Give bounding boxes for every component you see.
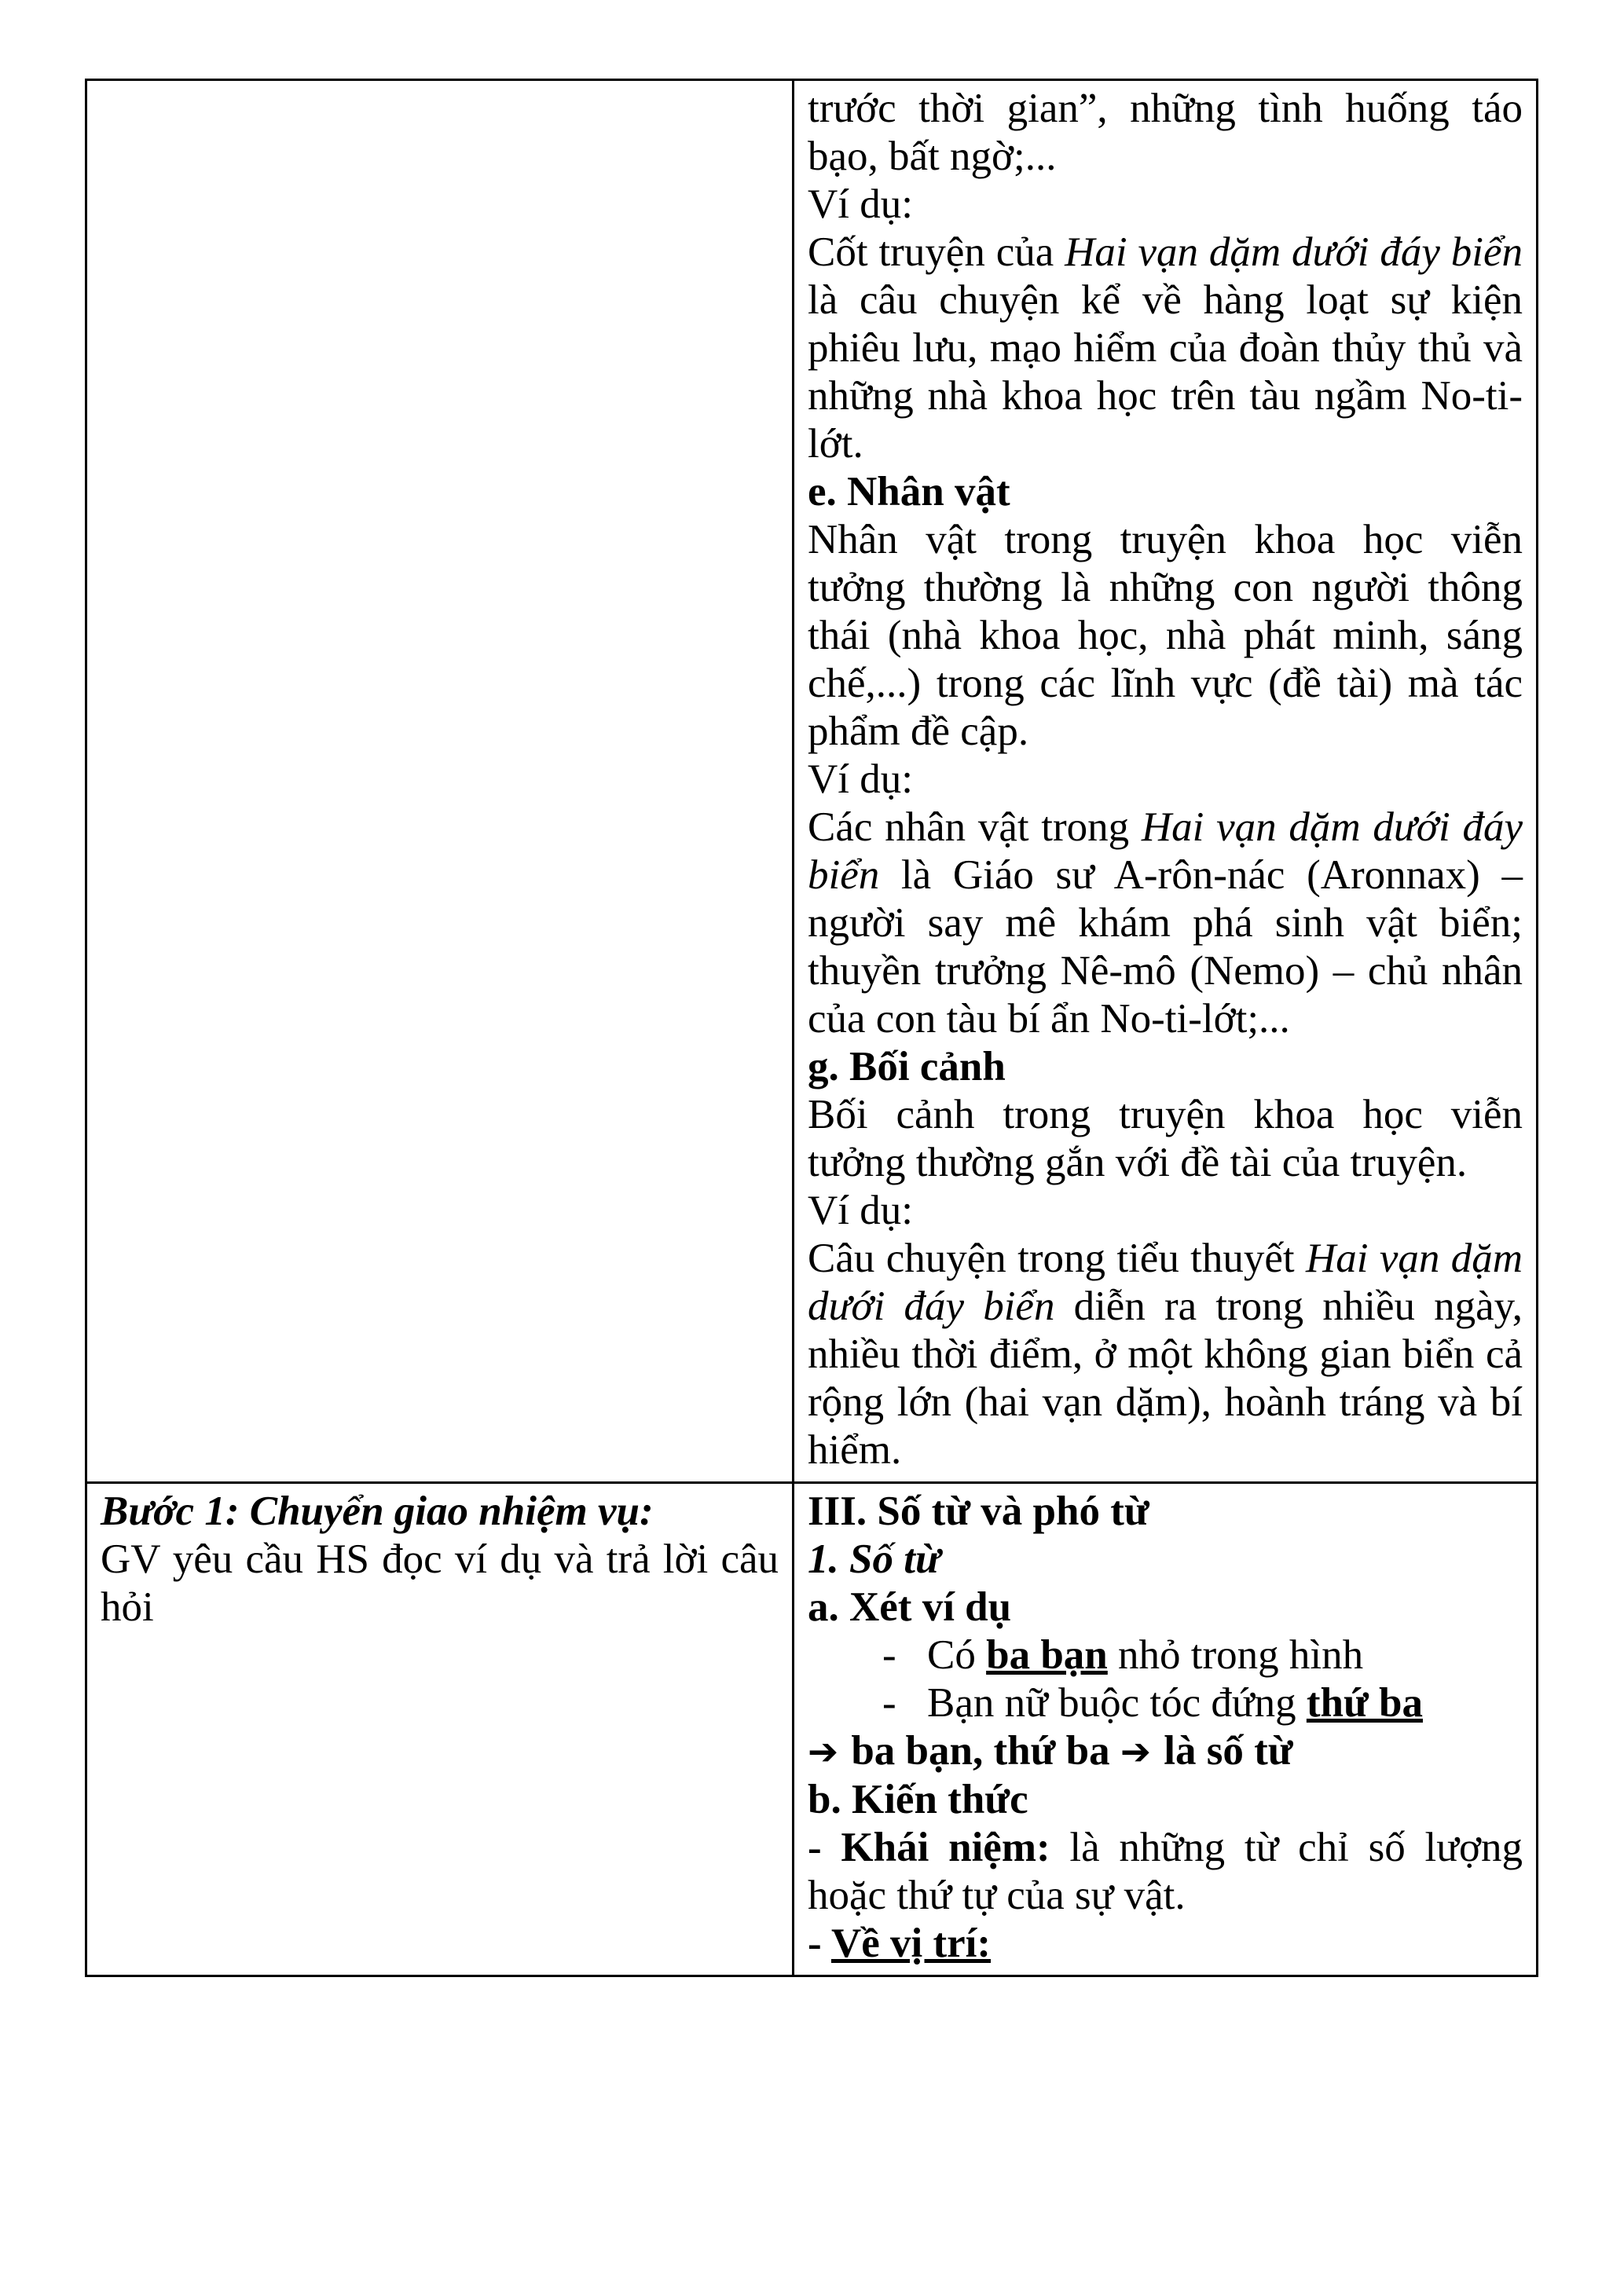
text-run: III. Số từ và phó từ bbox=[808, 1489, 1149, 1534]
text-run: Câu chuyện trong tiểu thuyết bbox=[808, 1236, 1306, 1281]
text-run: Ví dụ: bbox=[808, 1188, 913, 1233]
table-row bbox=[87, 81, 1536, 1481]
paragraph bbox=[101, 1536, 779, 1631]
text-run: Hai vạn dặm dưới đáy biển bbox=[1065, 229, 1523, 275]
arrow-icon: ➔ bbox=[808, 1730, 852, 1773]
content-cell bbox=[794, 81, 1536, 1481]
paragraph bbox=[808, 1776, 1523, 1824]
paragraph bbox=[808, 85, 1523, 181]
text-run: thứ ba bbox=[1306, 1680, 1424, 1726]
text-run: Có bbox=[927, 1632, 987, 1678]
text-run: ba bạn bbox=[986, 1632, 1108, 1678]
paragraph bbox=[808, 1091, 1523, 1187]
text-run: Bước 1: Chuyển giao nhiệm vụ: bbox=[101, 1489, 654, 1534]
text-run: Về vị trí: bbox=[830, 1921, 992, 1966]
text-run: - Khái niệm: bbox=[808, 1825, 1050, 1870]
text-run: Nhân vật trong truyện khoa học viễn tưởng thường là những con người thông thái (nhà khoa học, nhà phát minh, sáng chế,...) trong các lĩnh vực (đề tài) mà tác phẩm đề cập. bbox=[808, 517, 1523, 754]
paragraph bbox=[808, 181, 1523, 229]
paragraph bbox=[808, 756, 1523, 804]
paragraph bbox=[808, 1727, 1523, 1776]
table-row bbox=[87, 1481, 1536, 1975]
text-run: nhỏ trong hình bbox=[1107, 1632, 1364, 1678]
text-run: Bối cảnh trong truyện khoa học viễn tưởng thường gắn với đề tài của truyện. bbox=[808, 1092, 1523, 1185]
text-run: diễn ra trong nhiều ngày, nhiều thời điểm, ở một không gian biển cả rộng lớn (hai vạn dặm), hoành tráng và bí hiểm. bbox=[808, 1283, 1523, 1473]
text-run: Ví dụ: bbox=[808, 756, 913, 802]
paragraph bbox=[808, 468, 1523, 516]
paragraph bbox=[808, 1235, 1523, 1474]
text-run: trước thời gian”, những tình huống táo bạo, bất ngờ;... bbox=[808, 86, 1523, 179]
text-run: - bbox=[808, 1921, 831, 1966]
teacher-activities-cell bbox=[87, 1484, 794, 1975]
paragraph bbox=[808, 516, 1523, 756]
text-run: Cốt truyện của bbox=[808, 229, 1065, 275]
list-item bbox=[808, 1631, 1523, 1679]
paragraph bbox=[808, 1824, 1523, 1920]
text-run: e. Nhân vật bbox=[808, 469, 1010, 514]
text-run: b. Kiến thức bbox=[808, 1777, 1028, 1822]
paragraph bbox=[808, 1584, 1523, 1631]
paragraph bbox=[808, 1043, 1523, 1091]
text-run: 1. Số từ bbox=[808, 1536, 940, 1582]
text-run: là số từ bbox=[1164, 1728, 1293, 1774]
text-run: là câu chuyện kể về hàng loạt sự kiện phiêu lưu, mạo hiểm của đoàn thủy thủ và những nhà khoa học trên tàu ngầm No-ti-lớt. bbox=[808, 277, 1523, 467]
text-run: GV yêu cầu HS đọc ví dụ và trả lời câu hỏi bbox=[101, 1536, 779, 1630]
text-run: là những từ chỉ số lượng hoặc thứ tự của sự vật. bbox=[808, 1825, 1523, 1918]
text-run: ba bạn, thứ ba bbox=[851, 1728, 1120, 1774]
content-cell bbox=[794, 1484, 1536, 1975]
arrow-icon: ➔ bbox=[1120, 1730, 1164, 1773]
list-item bbox=[808, 1679, 1523, 1727]
text-run: là Giáo sư A-rôn-nác (Aronnax) – người say mê khám phá sinh vật biển; thuyền trưởng Nê-mô (Nemo) – chủ nhân của con tàu bí ẩn No-ti-lớt;... bbox=[808, 852, 1523, 1042]
paragraph bbox=[808, 1488, 1523, 1536]
list-marker: - bbox=[882, 1680, 896, 1726]
paragraph bbox=[101, 1488, 779, 1536]
list-marker: - bbox=[882, 1632, 896, 1678]
teacher-activities-cell bbox=[87, 81, 794, 1481]
text-run: g. Bối cảnh bbox=[808, 1044, 1006, 1089]
paragraph bbox=[808, 229, 1523, 468]
text-run: Các nhân vật trong bbox=[808, 804, 1142, 850]
text-run: Ví dụ: bbox=[808, 181, 913, 227]
text-run: a. Xét ví dụ bbox=[808, 1584, 1012, 1630]
paragraph bbox=[808, 1920, 1523, 1968]
text-run: Bạn nữ buộc tóc đứng bbox=[927, 1680, 1307, 1726]
paragraph bbox=[808, 804, 1523, 1043]
paragraph bbox=[808, 1536, 1523, 1584]
paragraph bbox=[808, 1187, 1523, 1235]
lesson-plan-table bbox=[85, 79, 1538, 1977]
text-run: Hai vạn dặm dưới đáy biển bbox=[808, 1236, 1523, 1329]
text-run: Hai vạn dặm dưới đáy biển bbox=[808, 804, 1523, 898]
